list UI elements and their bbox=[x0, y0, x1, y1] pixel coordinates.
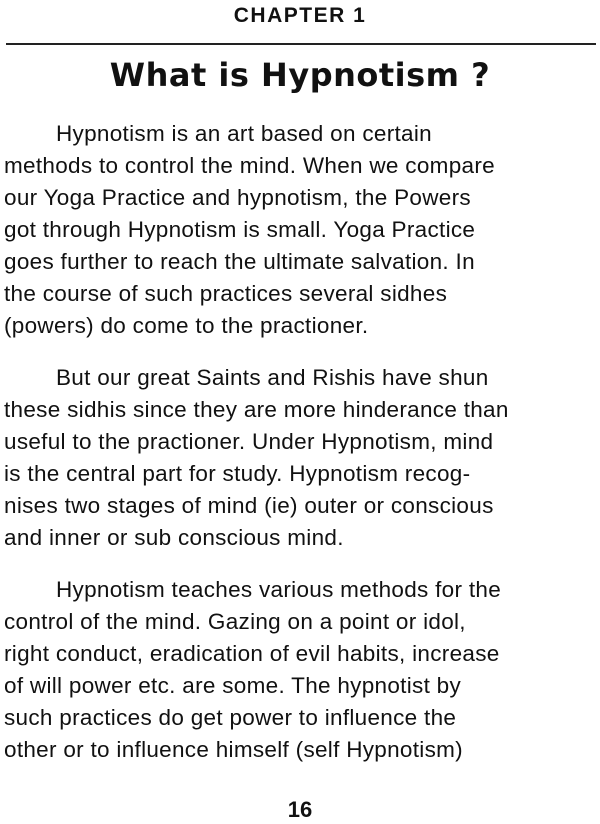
text-line: and inner or sub conscious mind. bbox=[4, 525, 344, 550]
text-line: Hypnotism teaches various methods for the bbox=[56, 577, 502, 602]
text-line: nises two stages of mind (ie) outer or conscious bbox=[4, 493, 494, 518]
text-line: (powers) do come to the practioner. bbox=[4, 313, 369, 338]
paragraph-3 bbox=[4, 574, 596, 766]
text-line: is the central part for study. Hypnotism recog- bbox=[4, 461, 471, 486]
text-line: got through Hypnotism is small. Yoga Practice bbox=[4, 217, 476, 242]
chapter-label: CHAPTER 1 bbox=[233, 4, 367, 27]
text-line: other or to influence himself (self Hypnotism) bbox=[4, 737, 463, 762]
text-line: control of the mind. Gazing on a point or idol, bbox=[4, 609, 466, 634]
paragraph-2 bbox=[4, 362, 596, 554]
page-number: 16 bbox=[287, 797, 313, 822]
body-text bbox=[4, 118, 596, 766]
text-line: But our great Saints and Rishis have shun bbox=[56, 365, 489, 390]
text-line: such practices do get power to influence the bbox=[4, 705, 457, 730]
text-line: the course of such practices several sidhes bbox=[4, 281, 448, 306]
text-line: of will power etc. are some. The hypnotist by bbox=[4, 673, 462, 698]
paragraph-1 bbox=[4, 118, 596, 342]
text-line: useful to the practioner. Under Hypnotism, mind bbox=[4, 429, 494, 454]
text-line: right conduct, eradication of evil habits, increase bbox=[4, 641, 500, 666]
chapter-title: What is Hypnotism ? bbox=[109, 56, 491, 94]
text-line: Hypnotism is an art based on certain bbox=[56, 121, 432, 146]
text-line: these sidhis since they are more hinderance than bbox=[4, 397, 509, 422]
text-line: methods to control the mind. When we compare bbox=[4, 153, 495, 178]
text-line: goes further to reach the ultimate salvation. In bbox=[4, 249, 475, 274]
header-rule bbox=[6, 43, 596, 45]
text-line: our Yoga Practice and hypnotism, the Powers bbox=[4, 185, 471, 210]
